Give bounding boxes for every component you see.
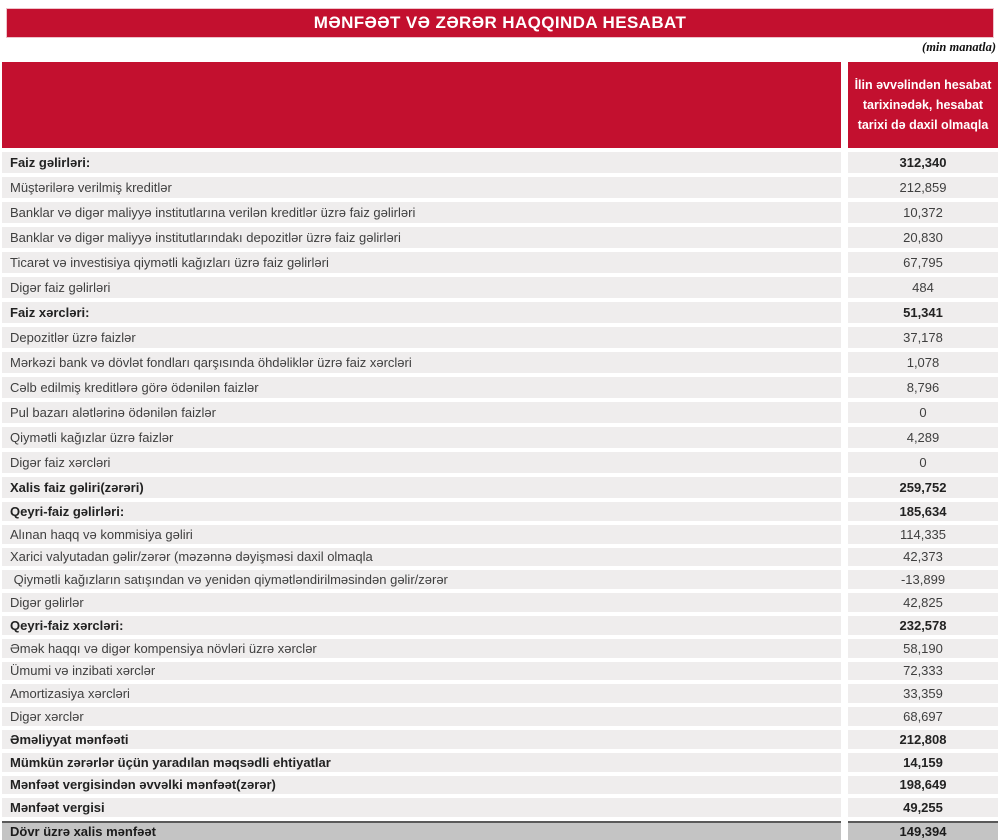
row-label: Ümumi və inzibati xərclər xyxy=(2,662,841,681)
row-label: Digər faiz xərcləri xyxy=(2,452,841,473)
row-value: 212,808 xyxy=(848,730,998,749)
row-value: 114,335 xyxy=(848,525,998,544)
row-value: 67,795 xyxy=(848,252,998,273)
row-label: Mümkün zərərlər üçün yaradılan məqsədli ehtiyatlar xyxy=(2,753,841,772)
row-label: Qeyri-faiz xərcləri: xyxy=(2,616,841,635)
row-label: Xarici valyutadan gəlir/zərər (məzənnə dəyişməsi daxil olmaqla xyxy=(2,548,841,567)
table-row xyxy=(2,327,998,348)
row-value: 8,796 xyxy=(848,377,998,398)
row-label: Cəlb edilmiş kreditlərə görə ödənilən faizlər xyxy=(2,377,841,398)
row-label: Digər faiz gəlirləri xyxy=(2,277,841,298)
table-row xyxy=(2,377,998,398)
row-value: 0 xyxy=(848,402,998,423)
row-label: Mərkəzi bank və dövlət fondları qarşısında öhdəliklər üzrə faiz xərcləri xyxy=(2,352,841,373)
row-value: 259,752 xyxy=(848,477,998,498)
row-value: 10,372 xyxy=(848,202,998,223)
table-row xyxy=(2,821,998,840)
table-row xyxy=(2,352,998,373)
row-label: Xalis faiz gəliri(zərəri) xyxy=(2,477,841,498)
table-row xyxy=(2,616,998,635)
row-label: Faiz gəlirləri: xyxy=(2,152,841,173)
row-value: 312,340 xyxy=(848,152,998,173)
row-label: Əməliyyat mənfəəti xyxy=(2,730,841,749)
table-row xyxy=(2,502,998,521)
row-value: 72,333 xyxy=(848,662,998,681)
row-value: 4,289 xyxy=(848,427,998,448)
table-row xyxy=(2,277,998,298)
row-value: 37,178 xyxy=(848,327,998,348)
row-label: Digər gəlirlər xyxy=(2,593,841,612)
row-label: Mənfəət vergisindən əvvəlki mənfəət(zərər) xyxy=(2,776,841,795)
row-value: -13,899 xyxy=(848,570,998,589)
table-row xyxy=(2,662,998,681)
table-row xyxy=(2,639,998,658)
table-row xyxy=(2,776,998,795)
value-column-header: İlin əvvəlindən hesabat tarixinədək, hesabat tarixi də daxil olmaqla xyxy=(848,62,998,148)
row-value: 42,373 xyxy=(848,548,998,567)
table-row xyxy=(2,402,998,423)
row-label: Amortizasiya xərcləri xyxy=(2,684,841,703)
table-row xyxy=(2,477,998,498)
row-value: 20,830 xyxy=(848,227,998,248)
table-row xyxy=(2,252,998,273)
row-label: Dövr üzrə xalis mənfəət xyxy=(2,821,841,840)
table-row xyxy=(2,427,998,448)
table-row xyxy=(2,548,998,567)
table-row xyxy=(2,302,998,323)
row-value: 185,634 xyxy=(848,502,998,521)
row-value: 42,825 xyxy=(848,593,998,612)
table-row xyxy=(2,593,998,612)
table-row xyxy=(2,202,998,223)
row-value: 212,859 xyxy=(848,177,998,198)
row-value: 198,649 xyxy=(848,776,998,795)
row-value: 33,359 xyxy=(848,684,998,703)
table-row xyxy=(2,227,998,248)
row-label: Pul bazarı alətlərinə ödənilən faizlər xyxy=(2,402,841,423)
table-row xyxy=(2,452,998,473)
row-value: 484 xyxy=(848,277,998,298)
row-value: 58,190 xyxy=(848,639,998,658)
header-empty-cell xyxy=(2,62,841,148)
table-row xyxy=(2,177,998,198)
row-value: 49,255 xyxy=(848,798,998,817)
row-label: Qeyri-faiz gəlirləri: xyxy=(2,502,841,521)
row-value: 149,394 xyxy=(848,821,998,840)
table-row xyxy=(2,152,998,173)
row-value: 1,078 xyxy=(848,352,998,373)
row-value: 14,159 xyxy=(848,753,998,772)
row-label: Depozitlər üzrə faizlər xyxy=(2,327,841,348)
row-label: Mənfəət vergisi xyxy=(2,798,841,817)
table-row xyxy=(2,730,998,749)
report-title-bar xyxy=(6,8,994,38)
row-value: 68,697 xyxy=(848,707,998,726)
table-row xyxy=(2,707,998,726)
row-label: Qiymətli kağızlar üzrə faizlər xyxy=(2,427,841,448)
row-label: Alınan haqq və kommisiya gəliri xyxy=(2,525,841,544)
row-label: Müştərilərə verilmiş kreditlər xyxy=(2,177,841,198)
table-row xyxy=(2,525,998,544)
row-label: Qiymətli kağızların satışından və yenidən qiymətləndirilməsindən gəlir/zərər xyxy=(2,570,841,589)
row-label: Banklar və digər maliyyə institutlarına verilən kreditlər üzrə faiz gəlirləri xyxy=(2,202,841,223)
row-label: Ticarət və investisiya qiymətli kağızları üzrə faiz gəlirləri xyxy=(2,252,841,273)
table-row xyxy=(2,684,998,703)
report-page xyxy=(0,8,1000,840)
row-value: 232,578 xyxy=(848,616,998,635)
table-row xyxy=(2,798,998,817)
row-label: Banklar və digər maliyyə institutlarındakı depozitlər üzrə faiz gəlirləri xyxy=(2,227,841,248)
table-row xyxy=(2,753,998,772)
table-header-row xyxy=(2,62,998,148)
row-label: Əmək haqqı və digər kompensiya növləri üzrə xərclər xyxy=(2,639,841,658)
report-table xyxy=(2,62,998,840)
unit-note: (min manatla) xyxy=(922,40,996,54)
row-label: Faiz xərcləri: xyxy=(2,302,841,323)
table-row xyxy=(2,570,998,589)
table-body xyxy=(2,152,998,840)
row-value: 51,341 xyxy=(848,302,998,323)
report-title: MƏNFƏƏT VƏ ZƏRƏR HAQQINDA HESABAT xyxy=(313,13,687,32)
row-label: Digər xərclər xyxy=(2,707,841,726)
row-value: 0 xyxy=(848,452,998,473)
